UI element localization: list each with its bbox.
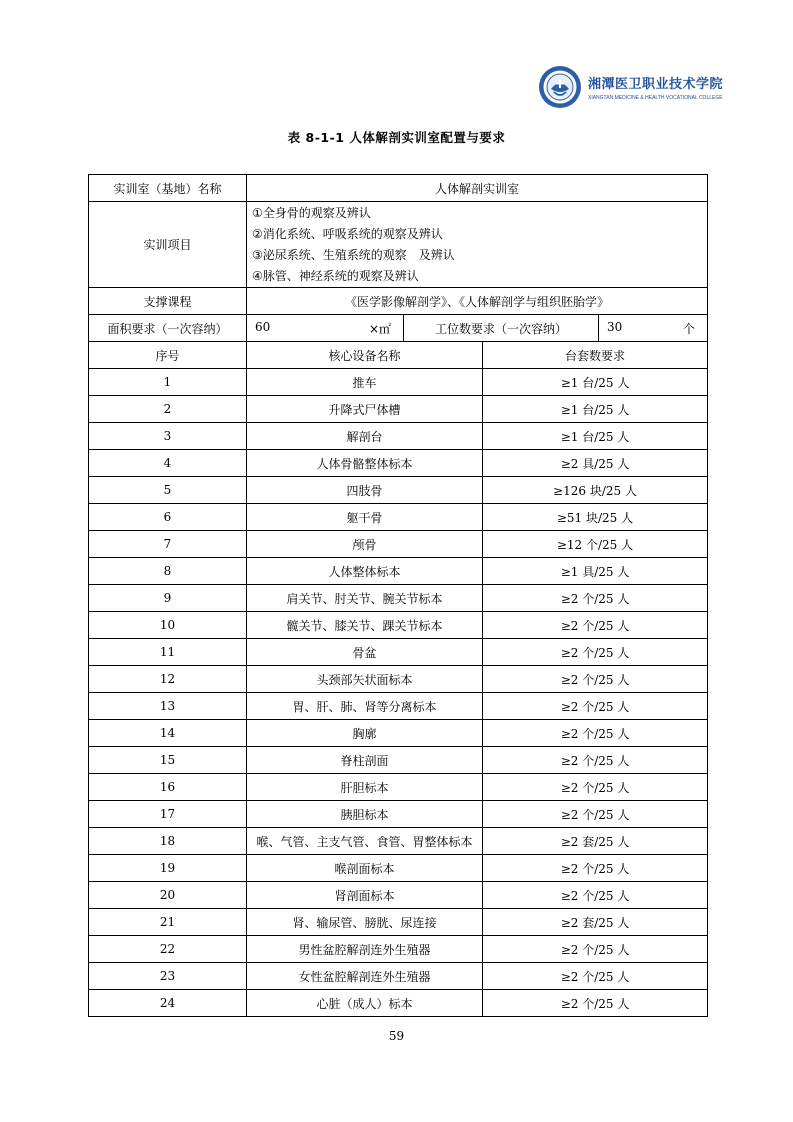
row-equipment-name: 人体整体标本 (247, 558, 483, 585)
items-label: 实训项目 (89, 202, 247, 288)
area-label: 面积要求（一次容纳） (89, 315, 247, 342)
equipment-body (89, 369, 708, 1017)
row-equipment-name: 胃、肝、肺、肾等分离标本 (247, 693, 483, 720)
course-value: 《医学影像解剖学》、《人体解剖学与组织胚胎学》 (247, 288, 708, 315)
row-equipment-name: 肾、输尿管、膀胱、尿连接 (247, 909, 483, 936)
table-row (89, 612, 708, 639)
table-row (89, 450, 708, 477)
row-equipment-name: 心脏（成人）标本 (247, 990, 483, 1017)
college-emblem-icon (538, 65, 582, 109)
row-requirement: ≥2 个/25 人 (483, 774, 708, 801)
row-requirement: ≥2 套/25 人 (483, 909, 708, 936)
area-row (89, 315, 708, 342)
row-equipment-name: 胰胆标本 (247, 801, 483, 828)
row-equipment-name: 骨盆 (247, 639, 483, 666)
row-equipment-name: 喉、气管、主支气管、食管、胃整体标本 (247, 828, 483, 855)
training-item: ②消化系统、呼吸系统的观察及辨认 (252, 226, 443, 241)
row-equipment-name: 头颈部矢状面标本 (247, 666, 483, 693)
table-row (89, 531, 708, 558)
row-no: 8 (89, 558, 247, 585)
row-equipment-name: 男性盆腔解剖连外生殖器 (247, 936, 483, 963)
table-row (89, 963, 708, 990)
row-no: 23 (89, 963, 247, 990)
station-unit: 个 (683, 321, 696, 336)
room-label: 实训室（基地）名称 (89, 175, 247, 202)
table-row (89, 774, 708, 801)
row-equipment-name: 胸廓 (247, 720, 483, 747)
table-row (89, 396, 708, 423)
header-name: 核心设备名称 (247, 342, 483, 369)
room-row (89, 175, 708, 202)
row-no: 1 (89, 369, 247, 396)
row-requirement: ≥2 个/25 人 (483, 585, 708, 612)
row-equipment-name: 颅骨 (247, 531, 483, 558)
row-equipment-name: 解剖台 (247, 423, 483, 450)
row-requirement: ≥1 台/25 人 (483, 423, 708, 450)
row-requirement: ≥2 套/25 人 (483, 828, 708, 855)
row-requirement: ≥2 个/25 人 (483, 990, 708, 1017)
table-row (89, 747, 708, 774)
row-no: 19 (89, 855, 247, 882)
row-equipment-name: 肩关节、肘关节、腕关节标本 (247, 585, 483, 612)
course-row (89, 288, 708, 315)
table-row (89, 693, 708, 720)
row-requirement: ≥2 个/25 人 (483, 693, 708, 720)
table-row (89, 639, 708, 666)
row-requirement: ≥1 台/25 人 (483, 369, 708, 396)
station-label: 工位数要求（一次容纳） (404, 315, 599, 342)
row-requirement: ≥2 个/25 人 (483, 936, 708, 963)
page-number: 59 (388, 1029, 405, 1043)
course-label: 支撑课程 (89, 288, 247, 315)
table-row (89, 882, 708, 909)
row-no: 10 (89, 612, 247, 639)
row-equipment-name: 女性盆腔解剖连外生殖器 (247, 963, 483, 990)
area-cell (247, 315, 404, 342)
row-requirement: ≥2 个/25 人 (483, 882, 708, 909)
row-requirement: ≥1 台/25 人 (483, 396, 708, 423)
items-row (89, 202, 708, 288)
row-no: 6 (89, 504, 247, 531)
row-requirement: ≥126 块/25 人 (483, 477, 708, 504)
table-row (89, 558, 708, 585)
items-list (247, 202, 708, 288)
row-no: 11 (89, 639, 247, 666)
station-cell (599, 315, 708, 342)
row-no: 9 (89, 585, 247, 612)
row-requirement: ≥2 个/25 人 (483, 747, 708, 774)
college-name-en: XIANGTAN MEDICINE & HEALTH VOCATIONAL COLLEGE (588, 95, 723, 101)
equipment-header-row (89, 342, 708, 369)
table-row (89, 720, 708, 747)
row-equipment-name: 喉剖面标本 (247, 855, 483, 882)
training-item: ①全身骨的观察及辨认 (252, 205, 371, 220)
row-requirement: ≥2 个/25 人 (483, 801, 708, 828)
station-value: 30 (607, 319, 623, 334)
row-equipment-name: 四肢骨 (247, 477, 483, 504)
row-equipment-name: 肾剖面标本 (247, 882, 483, 909)
row-requirement: ≥2 个/25 人 (483, 612, 708, 639)
row-no: 18 (89, 828, 247, 855)
table-row (89, 369, 708, 396)
row-requirement: ≥12 个/25 人 (483, 531, 708, 558)
row-equipment-name: 躯干骨 (247, 504, 483, 531)
row-no: 17 (89, 801, 247, 828)
row-no: 4 (89, 450, 247, 477)
table-row (89, 801, 708, 828)
row-no: 13 (89, 693, 247, 720)
row-requirement: ≥2 个/25 人 (483, 720, 708, 747)
header-req: 台套数要求 (483, 342, 708, 369)
header-no: 序号 (89, 342, 247, 369)
training-item: ③泌尿系统、生殖系统的观察 及辨认 (252, 247, 455, 262)
row-requirement: ≥51 块/25 人 (483, 504, 708, 531)
row-requirement: ≥2 个/25 人 (483, 963, 708, 990)
table-row (89, 504, 708, 531)
row-no: 16 (89, 774, 247, 801)
lab-config-table (88, 174, 708, 1017)
table-row (89, 828, 708, 855)
table-caption: 表 8-1-1 人体解剖实训室配置与要求 (287, 130, 506, 145)
row-equipment-name: 升降式尸体槽 (247, 396, 483, 423)
row-no: 21 (89, 909, 247, 936)
row-requirement: ≥2 个/25 人 (483, 666, 708, 693)
row-no: 14 (89, 720, 247, 747)
area-unit: ×㎡ (368, 321, 391, 336)
row-equipment-name: 髋关节、膝关节、踝关节标本 (247, 612, 483, 639)
row-no: 2 (89, 396, 247, 423)
row-no: 3 (89, 423, 247, 450)
row-equipment-name: 人体骨骼整体标本 (247, 450, 483, 477)
college-logo (538, 64, 724, 110)
row-no: 24 (89, 990, 247, 1017)
row-requirement: ≥2 具/25 人 (483, 450, 708, 477)
row-no: 15 (89, 747, 247, 774)
row-equipment-name: 脊柱剖面 (247, 747, 483, 774)
table-row (89, 477, 708, 504)
table-row (89, 990, 708, 1017)
row-requirement: ≥2 个/25 人 (483, 639, 708, 666)
area-value: 60 (255, 319, 271, 334)
row-requirement: ≥2 个/25 人 (483, 855, 708, 882)
table-row (89, 585, 708, 612)
row-no: 5 (89, 477, 247, 504)
row-requirement: ≥1 具/25 人 (483, 558, 708, 585)
row-no: 22 (89, 936, 247, 963)
table-row (89, 909, 708, 936)
room-value: 人体解剖实训室 (247, 175, 708, 202)
row-equipment-name: 肝胆标本 (247, 774, 483, 801)
table-row (89, 666, 708, 693)
table-row (89, 936, 708, 963)
table-row (89, 423, 708, 450)
row-no: 12 (89, 666, 247, 693)
row-no: 20 (89, 882, 247, 909)
college-name-cn: 湘潭医卫职业技术学院 (588, 77, 724, 92)
training-item: ④脉管、神经系统的观察及辨认 (252, 268, 419, 283)
row-equipment-name: 推车 (247, 369, 483, 396)
table-row (89, 855, 708, 882)
row-no: 7 (89, 531, 247, 558)
